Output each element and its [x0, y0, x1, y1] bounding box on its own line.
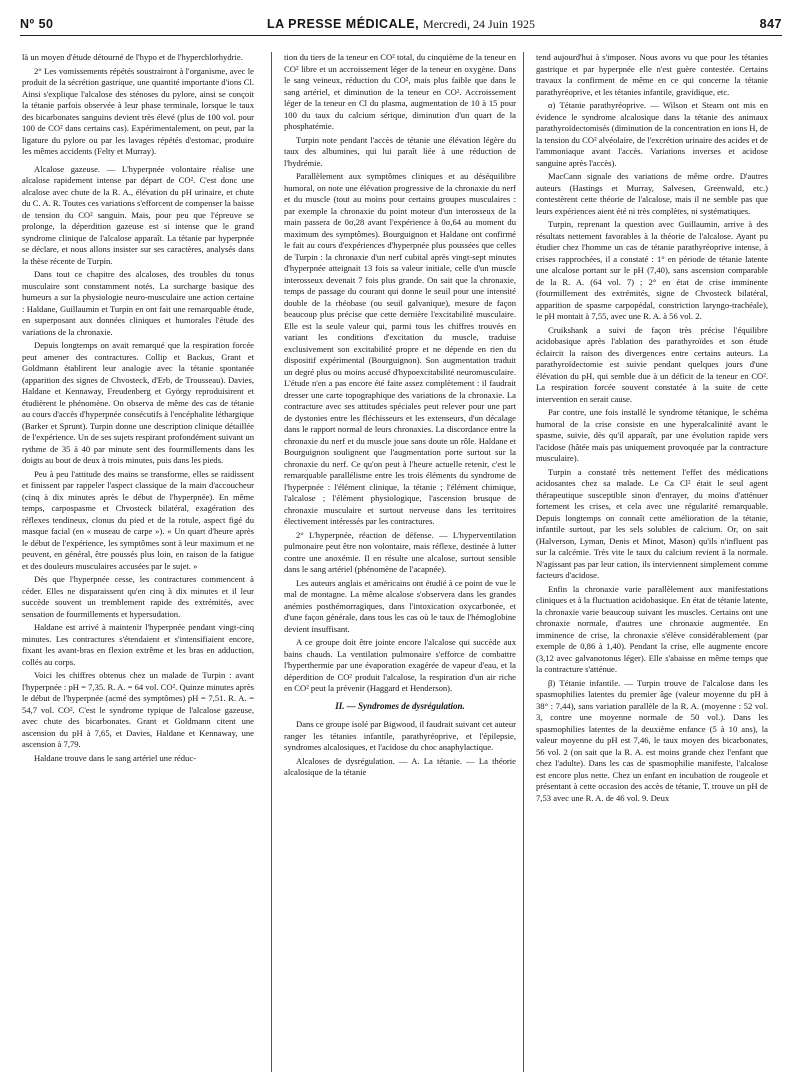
issue-number: Nº 50 [20, 17, 54, 31]
paragraph: Par contre, une fois installé le syndrome tétanique, le schéma humoral de la crise consiste en une hyperalcalinité avant le spasme, suivie, dès qu'il apparaît, par une évolution rapide vers l'acidose (hâtée mais pas uniquement provoquée par la contracture musculaire). [536, 407, 768, 463]
paragraph: A ce groupe doit être jointe encore l'alcalose qui succède aux bains chauds. La ventilation pulmonaire s'efforce de combattre l'hyperthermie par une évaporation exagérée de vapeur d'eau, et la déperdition de CO² produit l'alcalose, la respiration d'un air riche en CO² peut la prévenir (Haggard et Henderson). [284, 637, 516, 693]
paragraph: Voici les chiffres obtenus chez un malade de Turpin : avant l'hyperpnée : pH = 7,35. R. A. = 64 vol. CO². Quinze minutes après le début de l'hyperpnée (acmé des symptômes) pH = 7,51. R. A. = 54,7 vol. CO². C'est le syndrome typique de l'alcalose gazeuse, avec chute des bicarbonates. Grant et Goldmann citent une ascension du pH à 7,65, et Davies, Haldane et Kennaway, une ascension à 7,79. [22, 670, 254, 749]
paragraph: Dans ce groupe isolé par Bigwood, il faudrait suivant cet auteur ranger les tétanies infantile, parathyréoprive, et l'épilepsie, syndromes alcalosiques, et l'acidose du choc anaphylactique. [284, 719, 516, 752]
paragraph: Turpin note pendant l'accès de tétanie une élévation légère du taux des albumines, qui lui paraît liée à une réduction de l'hydrémie. [284, 134, 516, 168]
paragraph: Dans tout ce chapitre des alcaloses, des troubles du tonus musculaire sont constamment notés. La surcharge basique des humeurs a sur la physiologie neuro-musculaire une action certaine : Haldane, Guillaumin et Turpin en ont fait une remarquable étude, en superposant aux données cliniques et humorales l'étude des variations de la chronaxie. [22, 269, 254, 337]
paragraph: Haldane trouve dans le sang artériel une réduc- [34, 752, 197, 763]
paragraph: Turpin, reprenant la question avec Guillaumin, arrive à des résultats nettement favorables à la théorie de l'alcalose. Ayant pu étudier chez l'homme un cas de tétanie parathyréoprive intense, à crises rapprochées, il a constaté : 1° en période de tétanie latente une alcalose portant sur le pH (7,40), sans ascension comparable de la R. A. (64 vol. 7) ; 2° en état de crise imminente (fourmillement des extrémités, signe de Chvosteck bilatéral, apparition de spasme carpopédal, constriction laryngo-trachéale), le pH montait à 7,55, avec une R. A. à 56 vol. 2. [536, 219, 768, 321]
paragraph: Les auteurs anglais et américains ont étudié à ce point de vue le mal de montagne. La même alcalose s'observera dans les grandes anémies posthémorragiques, dans l'intoxication oxycarbonée, et d'une façon générale, dans tous les cas où le taux de l'hémoglobine devient insuffisant. [284, 577, 516, 634]
journal-title-line [20, 17, 782, 32]
paragraph: tion du tiers de la teneur en CO² total, du cinquième de la teneur en CO² libre et un accroissement léger de la teneur en oxygène. Dans le sang veineux, réduction du CO², mais plus faible que dans le sang artériel, et diminution de la teneur en CO². Accroissement léger de la teneur en Cl du plasma, augmentation de 10 à 15 pour 100 du taux du calcium sérique, diminution d'un quart de la phosphatémie. [284, 52, 516, 131]
paragraph: Haldane est arrivé à maintenir l'hyperpnée pendant vingt-cinq minutes. Les contractures s'étendaient et s'intensifiaient encore, fixant les avant-bras en flexion extrême et les bras en adduction, collés au corps. [22, 622, 254, 667]
paragraph: 2° Les vomissements répétés soustrairont à l'organisme, avec le produit de la sécrétion gastrique, une quantité importante d'ions Cl. Ainsi s'explique l'alcalose des sténoses du pylore, ainsi se conçoit la tétanie parfois observée à leur phase terminale, lorsque le taux des bicarbonates sanguins devient très élevé (plus de 100 vol. pour 100 de CO² dans certains cas). Expérimentalement, on peut, par la ligature du pylore ou par les lavages répétés d'estomac, produire les mêmes accidents (Felty et Murray). [22, 65, 254, 156]
page-header [20, 15, 782, 36]
section-heading: II. — Syndromes de dysrégulation. [335, 700, 465, 711]
paragraph: Alcaloses de dysrégulation. — A. La tétanie. — La théorie alcalosique de la tétanie [284, 755, 516, 777]
paragraph: Parallèlement aux symptômes cliniques et au déséquilibre humoral, on note une élévation progressive de la chronaxie du nerf et du muscle (tout au moins pour certains groupes musculaires : par exemple la chronaxie du point moteur d'un interosseux de la main passera de 0σ,28 avant l'expérience à 0σ,64 au moment du maximum des symptômes). Bourguignon et Haldane ont confirmé le fait au cours d'expériences d'hyperpnée plus poussées que celles de Turpin : la chronaxie d'un nerf cubital après vingt-sept minutes d'hyperpnée atteignait 13 fois sa valeur initiale, celle d'un muscle interosseux devenait 7 fois plus grande. On sait que la chronaxie, temps de passage du courant qui donne le seuil pour une intensité double de la rhéobase (ou seuil galvanique), mesure de façon beaucoup plus précise que cette dernière l'excitabilité musculaire. Elle est la seule valeur qui, parmi tous les chiffres trouvés en variant les conditions d'excitation du muscle, traduise exclusivement son excitabilité propre et ne dépende en rien du dispositif expérimental (Bourguignon). Son augmentation traduit un degré plus ou moins accusé d'hypoexcitabilité neuromusculaire. L'étude n'en a pas encore été faite assez complètement : il faudrait dresser une carte topographique des variations de la chronaxie. La contracture avec ses attitudes spéciales peut relever pour une part de dystonies entre les fléchisseurs et les extenseurs, d'un décalage dans le rapport normal de leurs chronaxies. La discordance entre la chronaxie du nerf et du muscle joue sans doute un rôle. Haldane et Bourguignon soulignent que l'augmentation porte surtout sur la chronaxie du nerf. Ce qu'on peut à l'heure actuelle retenir, c'est le remarquable parallélisme entre les trois éléments du syndrome de l'hyperpnée : l'élément clinique, la tétanie ; l'élément chimique, l'alcalose ; l'élément physiologique, l'ascension brusque de chronaxie musculaire et surtout nerveuse dans les territoires électivement intéressés par les contractures. [284, 171, 516, 526]
text-column-1 [22, 52, 254, 1074]
paragraph: Cruikshank a suivi de façon très précise l'équilibre acidobasique après l'ablation des parathyroïdes et son étude éclaircit la raison des divergences entre certains auteurs. La parathyroïdectomie est suivie pendant quelques jours d'une élévation du pH, qui semble due à un déficit de la teneur en CO². La respiration forcée souvent constatée à la suite de cette intervention en serait cause. [536, 324, 768, 404]
paragraph: MacCann signale des variations de même ordre. D'autres auteurs (Hastings et Murray, Salvesen, Greenwald, etc.) contestèrent cette théorie de l'alcalose, mais il ne semble pas que leurs expériences aient été ni très complètes, ni systématiques. [536, 171, 768, 216]
paragraph: Enfin la chronaxie varie parallèlement aux manifestations cliniques et à la fluctuation acidobasique. En état de tétanie latente, la chronaxie varie beaucoup suivant les muscles. Certains ont une chronaxie normale, d'autres une chronaxie augmentée. En imminence de crise, la chronaxie s'élève considérablement (par exemple de 0,86 à 1,40). Pendant la crise, elle augmente encore (3,12 avec galvanotonus léger). Elle s'abaisse en même temps que la contracture s'atténue. [536, 583, 768, 674]
paragraph: 2° L'hyperpnée, réaction de défense. — L'hyperventilation pulmonaire peut être non volontaire, mais réflexe, destinée à lutter contre une anoxémie. Il en résulte une alcalose, surtout sensible dans le sang artériel (phénomène de l'acapnée). [284, 529, 516, 574]
paragraph: Peu à peu l'attitude des mains se transforme, elles se raidissent et finissent par rappeler l'aspect classique de la main d'accoucheur (cinq à dix minutes après le début de l'hyperpnée). En même temps, carpospasme et Chvosteck bilatéral, exagération des réflexes tendineux, clonus du pied et de la rotule, aspect figé du masque facial (en « museau de carpe »). « Un quart d'heure après le début de l'expérience, les symptômes sont à leur maximum et ne peuvent, en général, être poussés plus loin, en raison de la fatigue et des douleurs musculaires accusées par le sujet. » [22, 468, 254, 571]
paragraph: tend aujourd'hui à s'imposer. Nous avons vu que pour les tétanies gastrique et par hyperpnée elle n'est guère contestée. Certains travaux la confirment de même en ce qui concerne la tétanie parathyréoprive, et les tétanies infantile, gravidique, etc. [536, 52, 768, 97]
column-divider [523, 52, 524, 1072]
paragraph: α) Tétanie parathyréoprive. — Wilson et Stearn ont mis en évidence le syndrome alcalosique dans la tétanie des animaux parathyroïdectomisés (diminution de la concentration en ions H, de la tension du CO² alvéolaire, de l'excrétion urinaire des acides et de l'ammoniaque avant l'accès. Variations inverses et acidose sanguine après l'accès). [536, 100, 768, 168]
issue-date: Mercredi, 24 Juin 1925 [423, 17, 536, 31]
journal-title: LA PRESSE MÉDICALE, [266, 17, 420, 31]
page-number: 847 [759, 17, 782, 31]
paragraph: Alcalose gazeuse. — L'hyperpnée volontaire réalise une alcalose rapidement intense par départ de CO². C'est donc une alcalose avec chute de la R. A., élévation du pH urinaire, et chute du C. A. R. Toutes ces variations s'efforcent de compenser la baisse de tension du CO² sanguin. Mais, pour peu que l'épreuve se prolonge, la déperdition gazeuse est si intense que le grand syndrome clinique de l'alcalose apparaît. La tétanie par hyperpnée se déclare, et nous allons insister sur ses caractères, analysés dans la thèse récente de Turpin. [22, 163, 254, 266]
column-divider [271, 52, 272, 1072]
paragraph: Depuis longtemps on avait remarqué que la respiration forcée peut amener des contractures. Collip et Backus, Grant et Goldmann établirent leur analogie avec la tétanie spontanée (apparition des signes de Chvosteck, d'Erb, de Trousseau). Davies, Haldane et Kennaway, Freudenberg et György reproduisirent et étudièrent le phénomène. On observa de même des cas de tétanie au cours d'accès d'hyperpnée consécutifs à l'encéphalite léthargique (Barker et Sprunt). Turpin donne une description clinique détaillée de l'expérience. Un de ses sujets respirant profondément suivant un rythme de 35 à 40 par minute sent des fourmillements dans les doigts au bout de deux à trois minutes, puis dans les pieds. [22, 340, 254, 465]
paragraph: Dès que l'hyperpnée cesse, les contractures commencent à céder. Elles ne disparaissent qu'en cinq à dix minutes et il leur succède souvent un tremblement rapide des extrémités, avec sensation de fourmillements et hypersudation. [22, 574, 254, 619]
text-column-3 [536, 52, 768, 1074]
paragraph: β) Tétanie infantile. — Turpin trouve de l'alcalose dans les spasmophilies latentes du premier âge (valeur moyenne du pH à 38° : 7,44), sans variation parallèle de la R. A. (moyenne : 52 vol. 3, contre une moyenne normale de 50 vol.). Dans les spasmophilies latentes de la deuxième enfance (5 à 10 ans), la valeur moyenne du pH est 7,46, le taux moyen des bicarbonates, 56 vol. 2 (on sait que la R. A. est moins grande chez l'enfant que chez l'adulte). Dans les cas de spasmophilie manifeste, l'alcalose est encore plus nette. Chez un enfant en incubation de rougeole et présentant à cette occasion des accès de tétanie, T. trouve un pH de 7,53 avec une R. A. de 46 vol. 9. Deux [536, 677, 768, 803]
paragraph: Turpin a constaté très nettement l'effet des médications acidosantes chez sa malade. Le Ca Cl² était le seul agent thérapeutique susceptible sinon d'enrayer, du moins d'atténuer fortement les crises, et cela avec une régularité remarquable. Depuis longtemps on connaît cette amélioration de la tétanie, infantile surtout, par les sels solubles de calcium. Or, on sait (Halverson, Lyman, Denis et Minot, Mason) qu'ils n'influent pas sur la calcémie. Très vite le taux du calcium revient à la normale. N'agissant pas par leur cation, ils interviennent simplement comme facteurs d'acidose. [536, 466, 768, 580]
text-column-2 [284, 52, 516, 1074]
paragraph: là un moyen d'étude détourné de l'hypo et de l'hyperchlorhydrie. [22, 52, 243, 62]
